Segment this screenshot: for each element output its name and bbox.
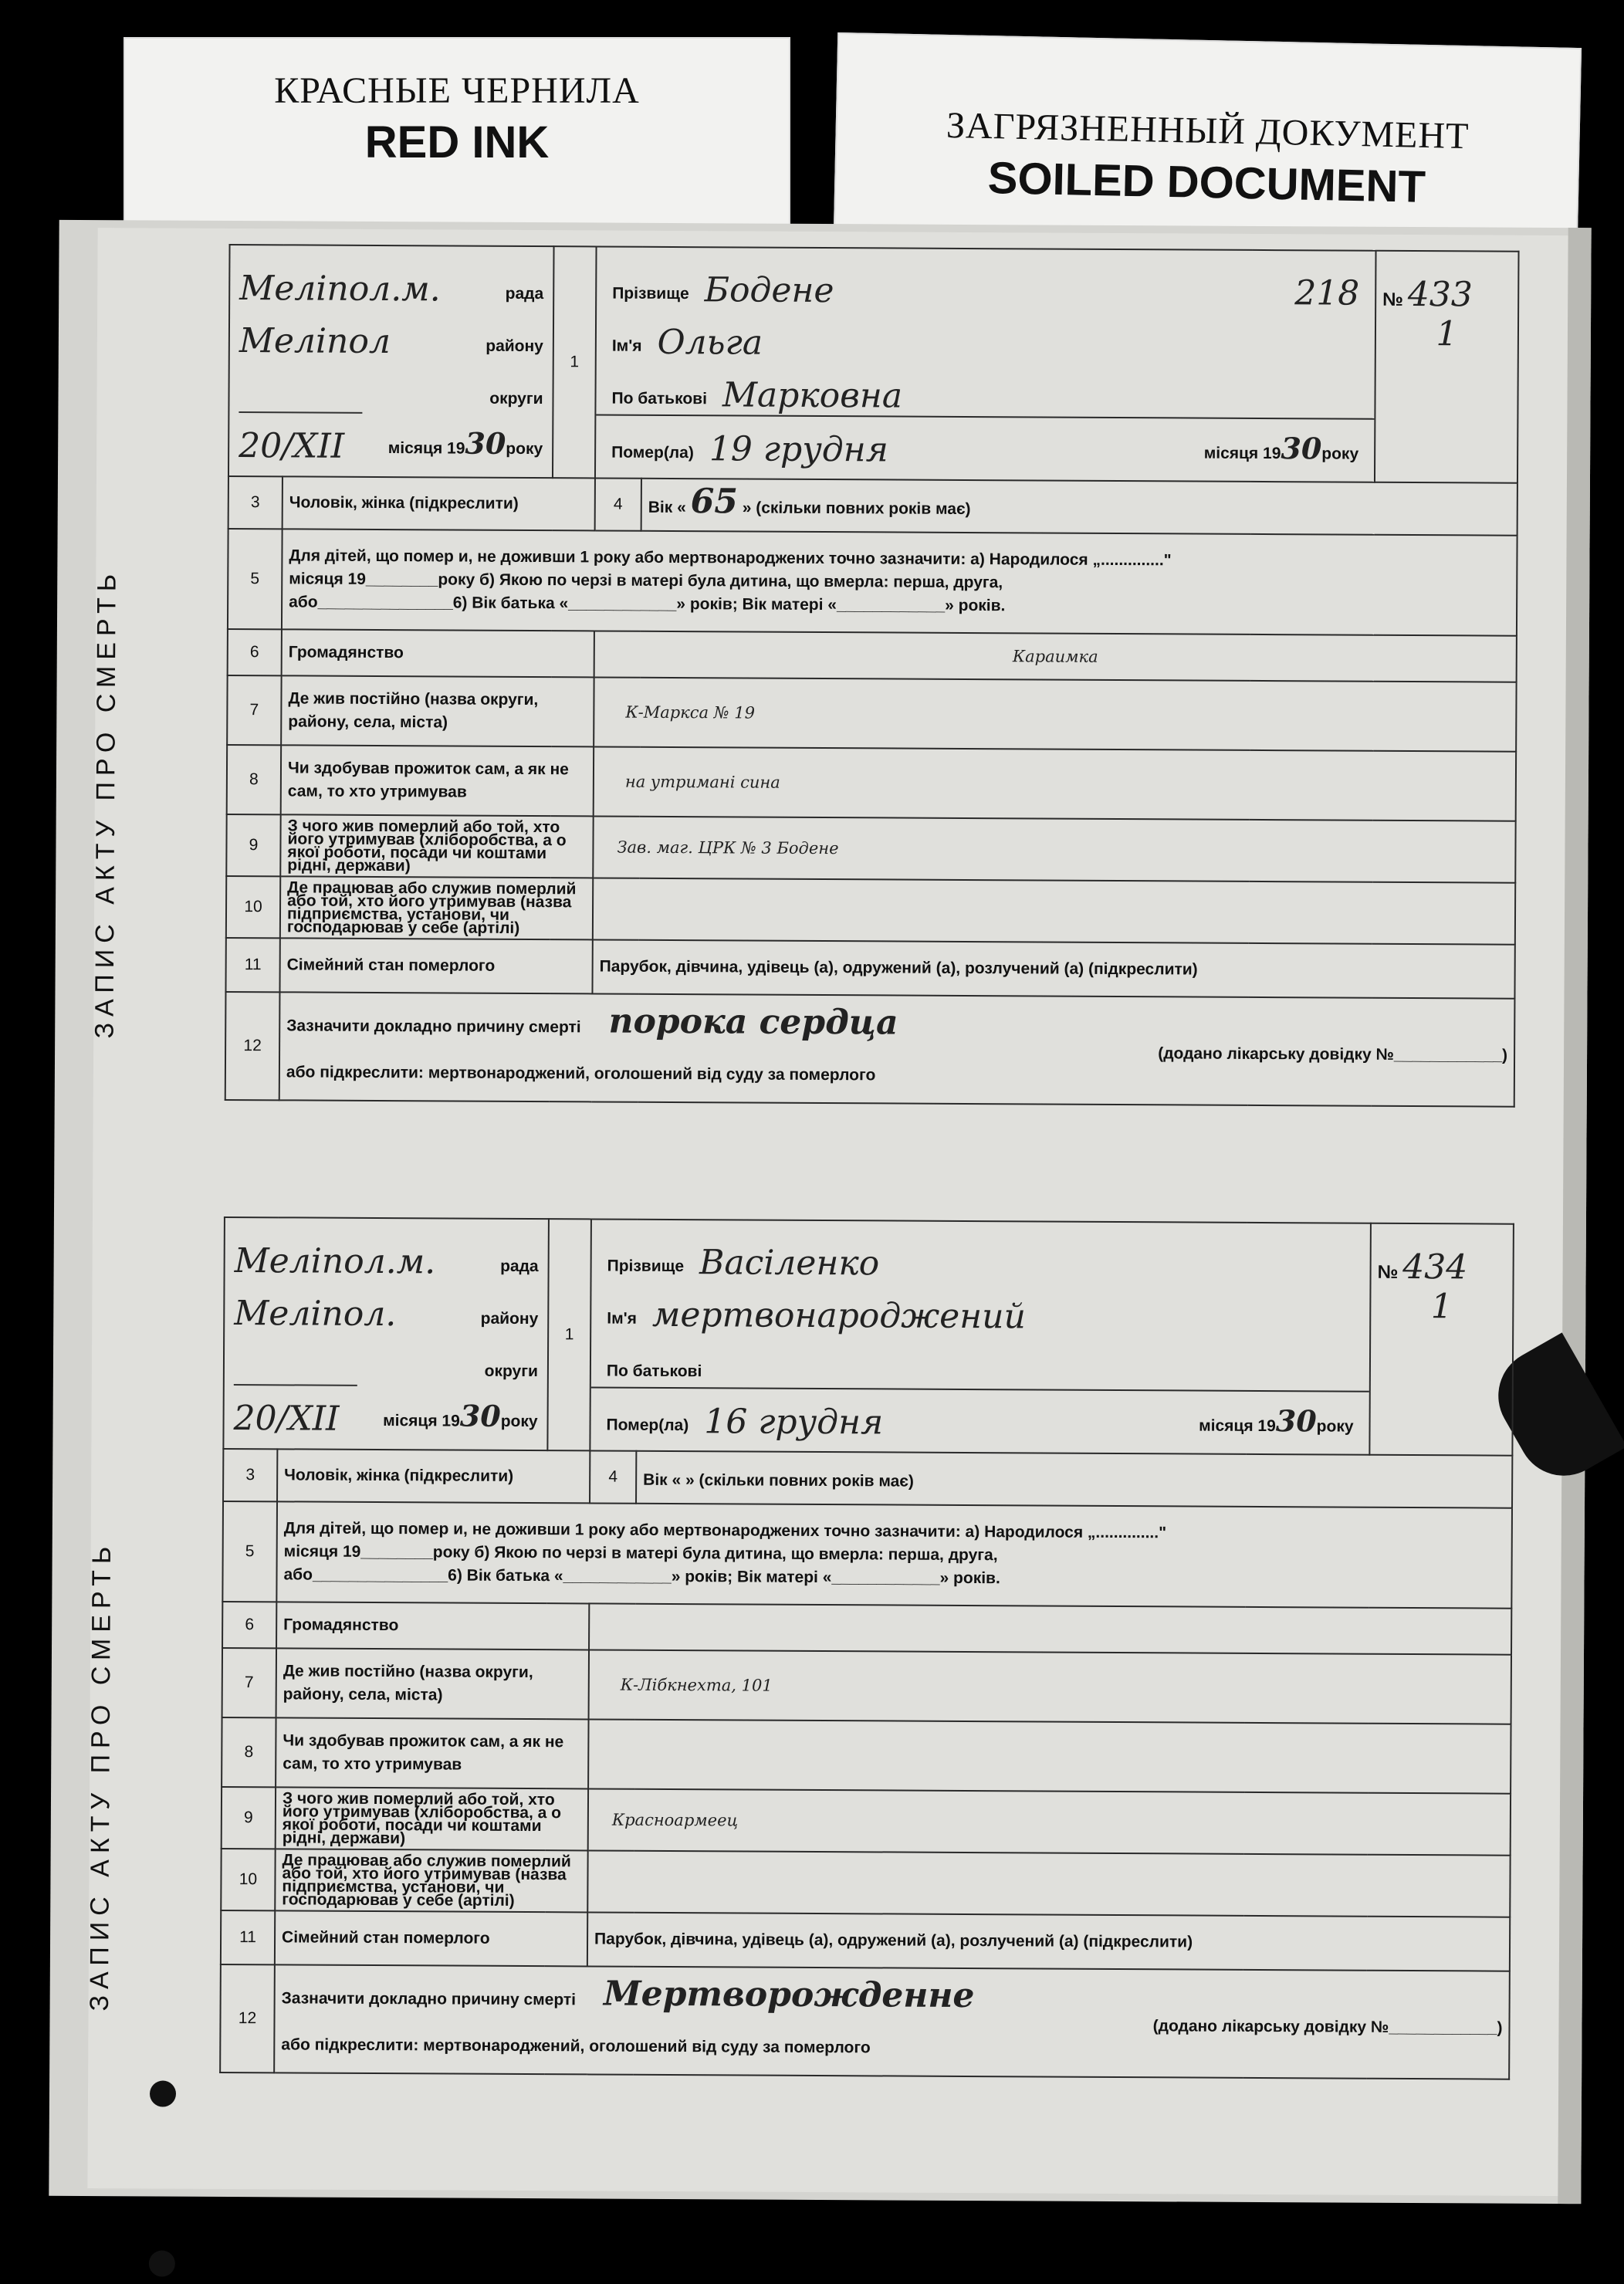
cause-value-2: Мертворожденне	[603, 1974, 975, 2016]
side-title-2: ЗАПИС АКТУ ПРО СМЕРТЬ	[85, 1540, 117, 2012]
age-value: 65	[690, 482, 739, 522]
document-page	[49, 220, 1591, 2204]
side-title: ЗАПИС АКТУ ПРО СМЕРТЬ	[90, 567, 122, 1039]
rada-value: Меліпол.м.	[239, 269, 441, 310]
red-ink-russian: КРАСНЫЕ ЧЕРНИЛА	[274, 70, 640, 111]
header-left-block: Меліпол.м. рада Меліпол району округи 20/XII місяця 1930року	[228, 245, 554, 478]
name-block-2: Прізвище Васіленко Ім'я мертвонароджений По батькові Помер(ла) 16 грудня місяця 1930року	[590, 1219, 1371, 1454]
source-value: Зав. маг. ЦРК № 3 Бодене	[593, 816, 1515, 882]
name-block: Прізвище Бодене 218 Ім'я Ольга По батькові Марковна Помер(ла) 19 грудня місяця 1930року	[595, 246, 1376, 482]
punch-hole	[149, 2250, 175, 2276]
registration-date: 20/XII	[239, 426, 345, 466]
residence-value: К-Маркса № 19	[594, 677, 1516, 751]
livelihood-value: на утримані сина	[594, 746, 1516, 821]
header-left-block-2: Меліпол.м. рада Меліпол. району округи 20/XII місяця 1930року	[223, 1217, 549, 1450]
record-number-cell-2: № 434 1	[1369, 1223, 1514, 1456]
death-record-1: ЗАПИС АКТУ ПРО СМЕРТЬ Меліпол.м. рада Меліпол району округи 20/XII місяця 1930року 1 Прізвище Бодене 218 Ім'я Ольга По батькові Марковна Помер(ла) 19 грудня місяця 1930року № 433 1 3 Чоловік, жінка (підкреслити) 4 Вік « 65 » (скільки повних років має) 5 Для дітей, що помер и, не доживши 1 року або мертвонароджених точно зазначити: а) Народилося „.............." місяця 19________року б) Якою по черзі в матері була дитина, що вмерла: перша, друга, або_______________6) Вік батька «____________» років; Вік матері «____________» років. 6 Громадянство Караимка 7 Де жив постійно (назва округи, району, села, міста) К-Маркса № 19 8 Чи здобував прожиток сам, а як не сам, то хто утримував на утримані сина 9 З чого жив померлий або той, хто його утримував (хліборобства, а о якої роботи, посади чи коштами рідні, держави) Зав. маг. ЦРК № 3 Бодене 10 Де працював або служив померлий або той, хто його утримував (назва підприємства, установи, чи господарював у себе (артілі) 11 Сімейний стан померлого Парубок, дівчина, удівець (а), одружений (а), розлучений (а) (підкреслити) 12 Зазначити докладно причину смерті порока сердца (додано лікарську довідку №____________) або підкреслити: мертвонароджений, оголошений від суду за померлого	[225, 244, 1518, 1108]
red-ink-english: RED INK	[364, 117, 550, 167]
sex-label: Чоловік, жінка (підкреслити)	[283, 476, 595, 530]
extra-number: 218	[1294, 273, 1360, 313]
age-cell: Вік « 65 » (скільки повних років має)	[641, 479, 1517, 536]
punch-hole	[150, 2080, 176, 2106]
name-value: Ольга	[657, 322, 763, 363]
citizenship-value: Караимка	[594, 631, 1517, 682]
source-value-2: Красноармеец	[588, 1788, 1511, 1855]
record-number: 433	[1407, 274, 1473, 315]
cause-value: порока сердца	[608, 1001, 898, 1043]
raion-value: Меліпол	[239, 321, 391, 362]
child-info: Для дітей, що помер и, не доживши 1 року або мертвонароджених точно зазначити: а) Народилося „.............." місяця 19________року б) Якою по черзі в матері була дитина, що вмерла: перша, друга, або_______________6) Вік батька «____________» років; Вік матері «____________» років.	[282, 529, 1517, 635]
surname-value: Бодене	[704, 270, 834, 311]
cause-cell: Зазначити докладно причину смерті порока сердца (додано лікарську довідку №____________) або підкреслити: мертвонароджений, оголошений від суду за померлого	[279, 992, 1515, 1106]
patronymic-value: Марковна	[722, 375, 903, 416]
record-number-cell: № 433 1	[1375, 251, 1519, 483]
death-date: 19 грудня	[709, 429, 888, 470]
soiled-russian: ЗАГРЯЗНЕННЫЙ ДОКУМЕНТ	[946, 104, 1470, 157]
soiled-english: SOILED DOCUMENT	[987, 153, 1426, 212]
death-record-2: ЗАПИС АКТУ ПРО СМЕРТЬ Меліпол.м. рада Меліпол. району округи 20/XII місяця 1930року 1 Прізвище Васіленко Ім'я мертвонароджений По батькові Помер(ла) 16 грудня місяця 1930року № 434 1 3 Чоловік, жінка (підкреслити) 4 Вік « » (скільки повних років має) 5 Для дітей, що помер и, не доживши 1 року або мертвонароджених точно зазначити: а) Народилося „.............." місяця 19________року б) Якою по черзі в матері була дитина, що вмерла: перша, друга, або_______________6) Вік батька «____________» років; Вік матері «____________» років. 6 Громадянство 7 Де жив постійно (назва округи, району, села, міста) К-Лібкнехта, 101 8 Чи здобував прожиток сам, а як не сам, то хто утримував 9 З чого жив померлий або той, хто його утримував (хліборобства, а о якої роботи, посади чи коштами рідні, держави) Красноармеец 10 Де працював або служив померлий або той, хто його утримував (назва підприємства, установи, чи господарював у себе (артілі) 11 Сімейний стан померлого Парубок, дівчина, удівець (а), одружений (а), розлучений (а) (підкреслити) 12 Зазначити докладно причину смерті Мертворожденне (додано лікарську довідку №____________) або підкреслити: мертвонароджений, оголошений від суду за померлого	[219, 1216, 1513, 2080]
residence-value-2: К-Лібкнехта, 101	[589, 1650, 1511, 1724]
